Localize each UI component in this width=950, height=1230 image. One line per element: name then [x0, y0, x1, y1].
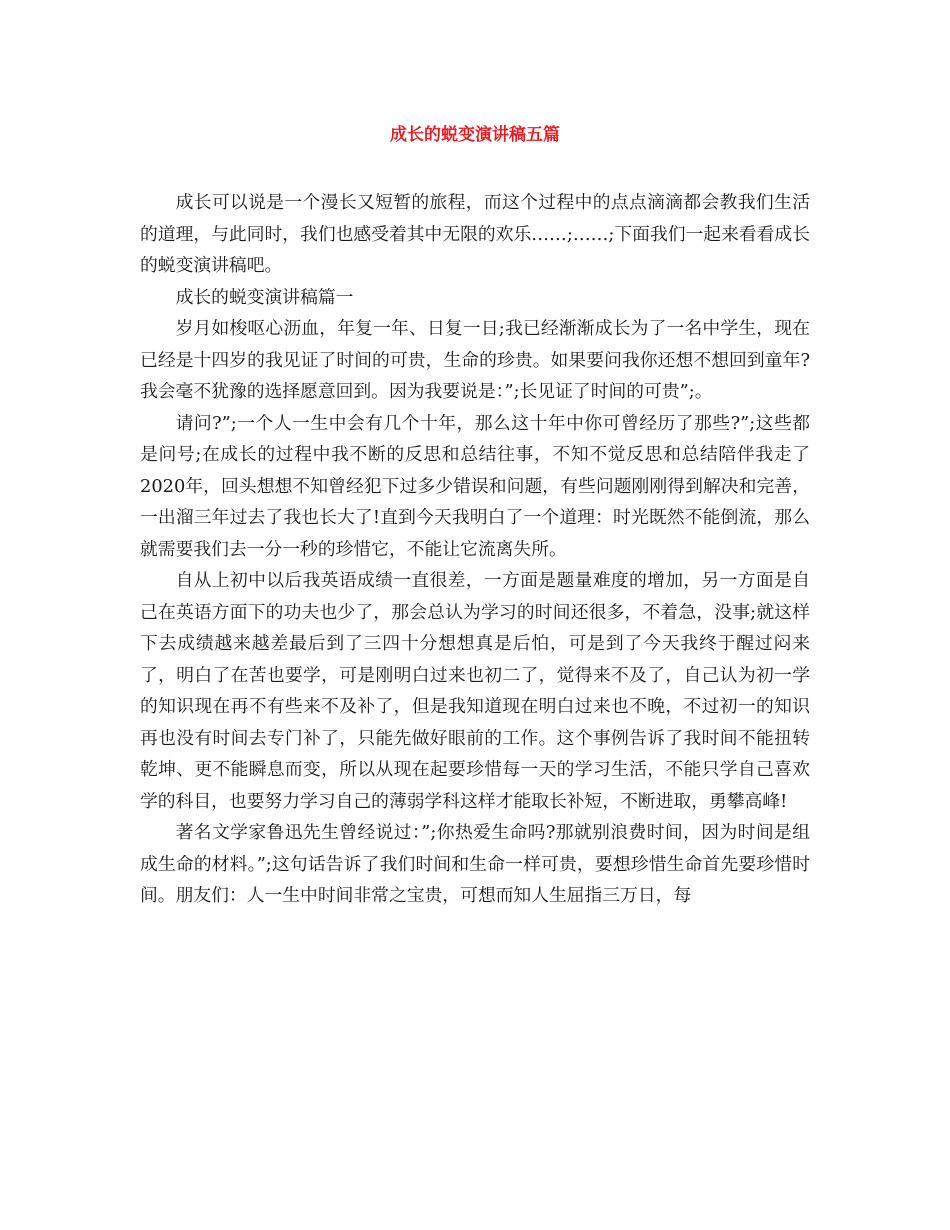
document-body [140, 187, 810, 912]
intro-paragraph: 成长可以说是一个漫长又短暂的旅程，而这个过程中的点点滴滴都会教我们生活的道理，与此同时，我们也感受着其中无限的欢乐……;……;下面我们一起来看看成长的蜕变演讲稿吧。 [140, 192, 810, 276]
body-paragraph: 请问?”;一个人一生中会有几个十年，那么这十年中你可曾经历了那些?”;这些都是问号;在成长的过程中我不断的反思和总结往事，不知不觉反思和总结陪伴我走了2020年，回头想想不知曾经犯下过多少错误和问题，有些问题刚刚得到解决和完善，一出溜三年过去了我也长大了!直到今天我明白了一个道理：时光既然不能倒流，那么就需要我们去一分一秒的珍惜它，不能让它流离失所。 [140, 412, 810, 560]
body-paragraph: 自从上初中以后我英语成绩一直很差，一方面是题量难度的增加，另一方面是自己在英语方面下的功夫也少了，那会总认为学习的时间还很多，不着急，没事;就这样下去成绩越来越差最后到了三四十分想想真是后怕，可是到了今天我终于醒过闷来了，明白了在苦也要学，可是刚明白过来也初二了，觉得来不及了，自己认为初一学的知识现在再不有些来不及补了，但是我知道现在明白过来也不晚，不过初一的知识再也没有时间去专门补了，只能先做好眼前的工作。这个事例告诉了我时间不能扭转乾坤、更不能瞬息而变，所以从现在起要珍惜每一天的学习生活，不能只学自己喜欢学的科目，也要努力学习自己的薄弱学科这样才能取长补短，不断进取，勇攀高峰! [140, 570, 810, 812]
body-paragraph: 著名文学家鲁迅先生曾经说过：”;你热爱生命吗?那就别浪费时间，因为时间是组成生命的材料。”;这句话告诉了我们时间和生命一样可贵，要想珍惜生命首先要珍惜时间。朋友们：人一生中时间非常之宝贵，可想而知人生屈指三万日，每 [140, 822, 810, 906]
section-heading: 成长的蜕变演讲稿篇一 [175, 286, 354, 308]
document-title: 成长的蜕变演讲稿五篇 [390, 125, 560, 145]
body-paragraph: 岁月如梭呕心沥血，年复一年、日复一日;我已经渐渐成长为了一名中学生，现在已经是十四岁的我见证了时间的可贵，生命的珍贵。如果要问我你还想不想回到童年?我会毫不犹豫的选择愿意回到。因为我要说是：”;长见证了时间的可贵”;。 [140, 318, 810, 402]
